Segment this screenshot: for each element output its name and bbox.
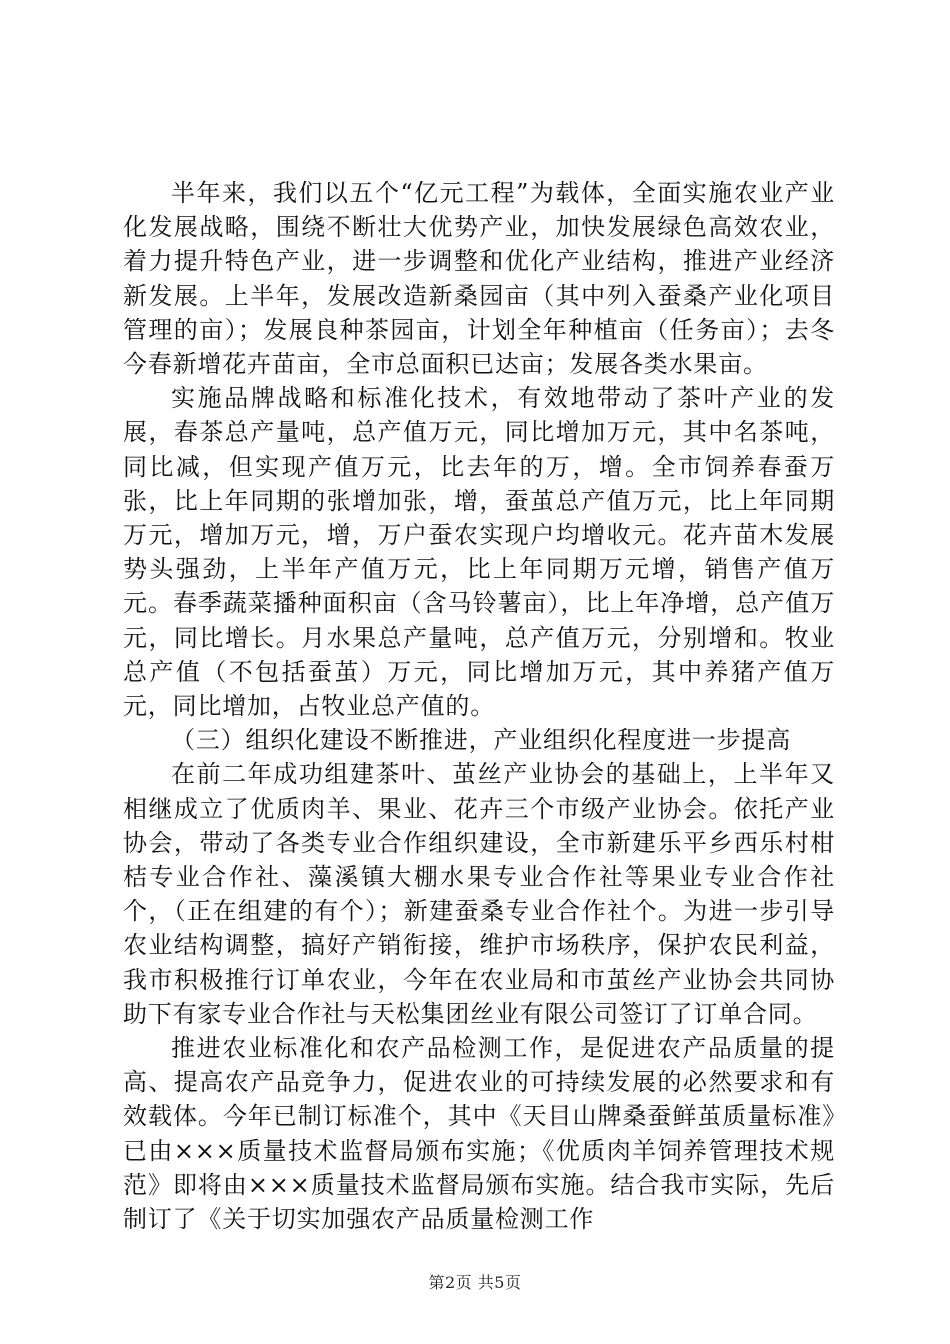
document-body <box>123 176 835 1236</box>
paragraph-industry-overview: 半年来，我们以五个“亿元工程”为载体，全面实施农业产业化发展战略，围绕不断壮大优势产业，加快发展绿色高效农业，着力提升特色产业，进一步调整和优化产业结构，推进产业经济新发展。上半年，发展改造新桑园亩（其中列入蚕桑产业化项目管理的亩）；发展良种茶园亩，计划全年种植亩（任务亩）；去冬今春新增花卉苗亩，全市总面积已达亩；发展各类水果亩。 <box>123 179 835 379</box>
section-heading-organization: （三）组织化建设不断推进，产业组织化程度进一步提高 <box>171 726 791 755</box>
paragraph-brand-strategy: 实施品牌战略和标准化技术，有效地带动了茶叶产业的发展，春茶总产量吨，总产值万元，同比增加万元，其中名茶吨，同比减，但实现产值万元，比去年的万，增。全市饲养春蚕万张，比上年同期的张增加张，增，蚕茧总产值万元，比上年同期万元，增加万元，增，万户蚕农实现户均增收元。花卉苗木发展势头强劲，上半年产值万元，比上年同期万元增，销售产值万元。春季蔬菜播种面积亩（含马铃薯亩），比上年净增，总产值万元，同比增长。月水果总产量吨，总产值万元，分别增和。牧业总产值（不包括蚕茧）万元，同比增加万元，其中养猪产值万元，同比增加，占牧业总产值的。 <box>123 384 835 721</box>
paragraph-standardization: 推进农业标准化和农产品检测工作，是促进农产品质量的提高、提高农产品竞争力，促进农业的可持续发展的必然要求和有效载体。今年已制订标准个，其中《天目山牌桑蚕鲜茧质量标准》已由×××质量技术监督局颁布实施；《优质肉羊饲养管理技术规范》即将由×××质量技术监督局颁布实施。结合我市实际，先后制订了《关于切实加强农产品质量检测工作 <box>123 1034 835 1234</box>
paragraph-industry-associations: 在前二年成功组建茶叶、茧丝产业协会的基础上，上半年又相继成立了优质肉羊、果业、花卉三个市级产业协会。依托产业协会，带动了各类专业合作组织建设，全市新建乐平乡西乐村柑桔专业合作社、藻溪镇大棚水果专业合作社等果业专业合作社个，（正在组建的有个）；新建蚕桑专业合作社个。为进一步引导农业结构调整，搞好产销衔接，维护市场秩序，保护农民利益，我市积极推行订单农业，今年在农业局和市茧丝产业协会共同协助下有家专业合作社与天松集团丝业有限公司签订了订单合同。 <box>123 760 835 1028</box>
page-number-footer: 第2页 共5页 <box>428 1273 522 1292</box>
